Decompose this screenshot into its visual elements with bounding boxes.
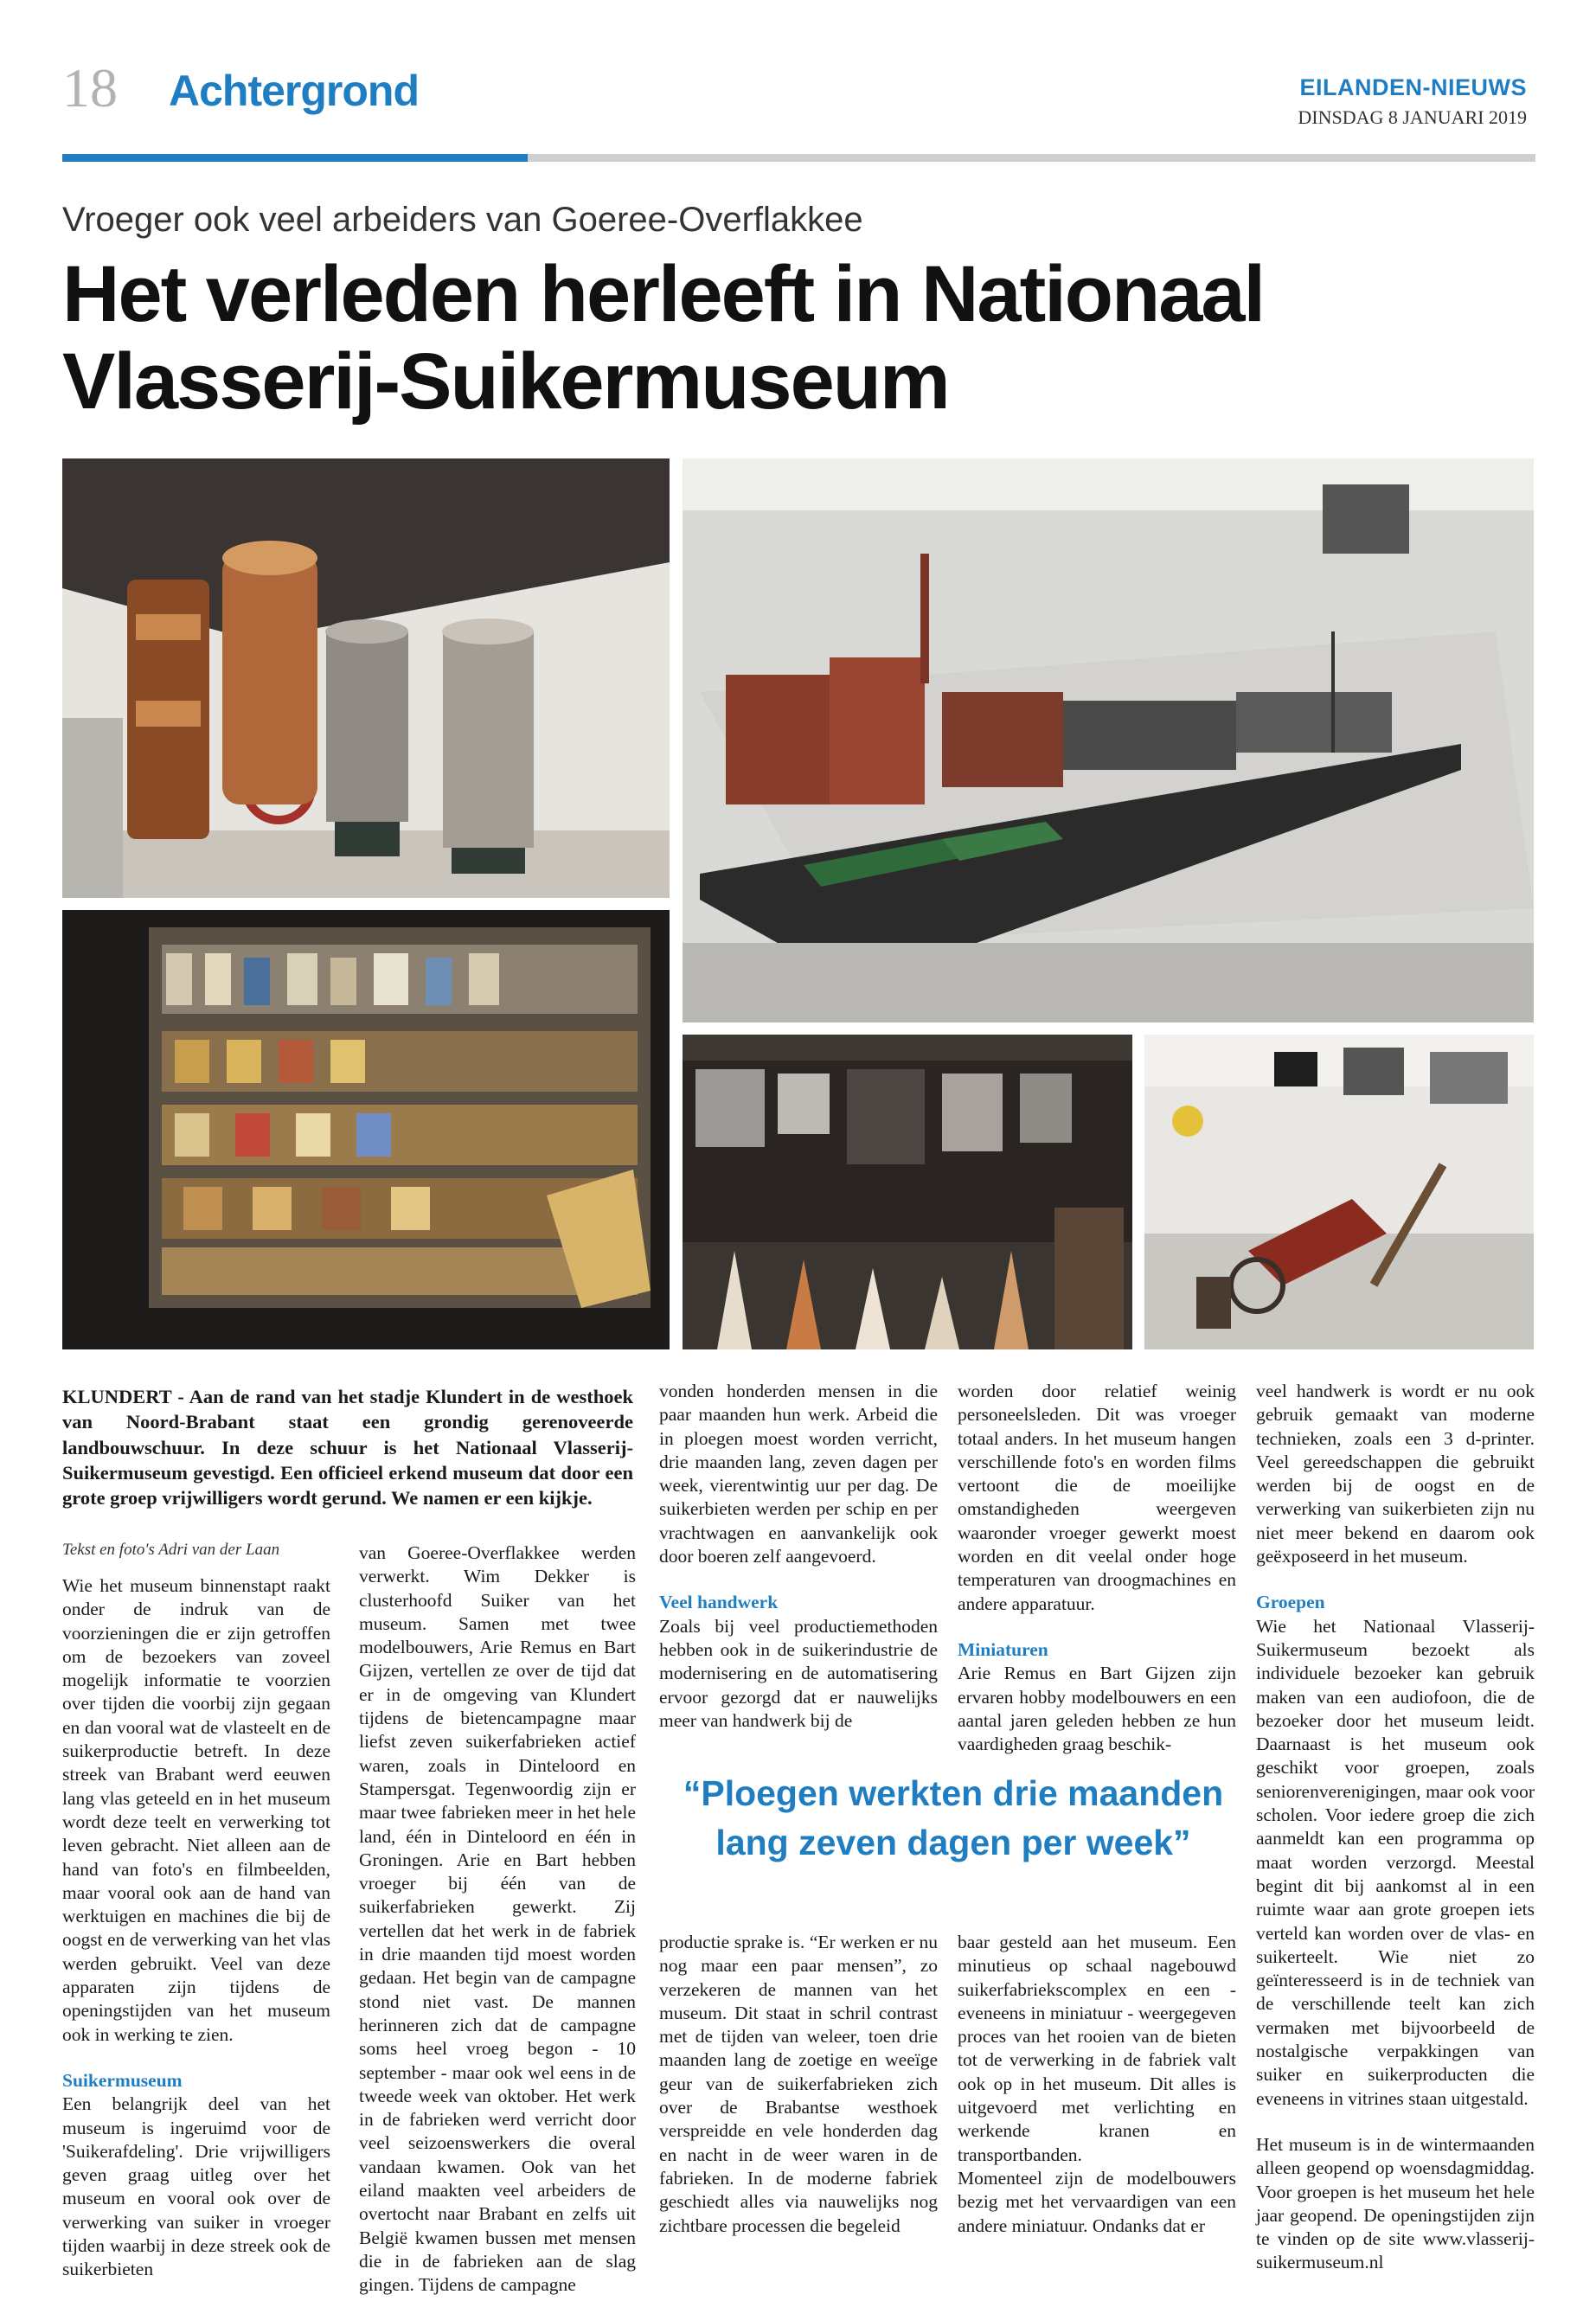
paragraph: Het museum is in de wintermaanden alleen geopend op woensdagmiddag. Voor groepen is het museum het hele jaar geopend. De openingstijden zijn te vinden op de site www.vlasserij-suikermuseum.nl bbox=[1256, 2133, 1535, 2273]
header-rule-accent bbox=[62, 154, 528, 162]
issue-date: DINSDAG 8 JANUARI 2019 bbox=[1298, 106, 1527, 128]
paragraph: productie sprake is. “Er werken er nu nog maar een paar mensen”, zo verzekeren de mannen van het museum. Dit staat in schril contrast met de tijden van weleer, toen drie maanden lang de zoetige en weeïge geur van de suikerfabrieken zich over de Brabantse westhoek verspreidde en vele honderden dag en nacht in de weer waren in de fabrieken. In de moderne fabriek geschiedt alles via nauwelijks nog zichtbare processen die begeleid bbox=[659, 1932, 938, 2236]
article-kicker: Vroeger ook veel arbeiders van Goeree-Overflakkee bbox=[62, 201, 863, 239]
paragraph: Een belangrijk deel van het museum is ingeruimd voor de 'Suikerafdeling'. Drie vrijwilligers geven graag uitleg over het museum en vooral ook over de verwerking van suiker in vroeger tijden waarbij in deze streek ook de suikerbieten bbox=[62, 2093, 330, 2280]
page-number: 18 bbox=[62, 57, 118, 119]
article-headline: Het verleden herleeft in Nationaal Vlasserij-Suikermuseum bbox=[62, 250, 1265, 426]
photo-factory-model bbox=[683, 458, 1534, 1022]
photo-packaging-vitrine bbox=[62, 910, 670, 1349]
paragraph: van Goeree-Overflakkee werden verwerkt. Wim Dekker is clusterhoofd Suiker van het museum. Samen met twee modelbouwers, Arie Remus en Bart Gijzen, vertellen ze over de tijd dat er in de omgeving van Klundert tijdens de bietencampagne maar liefst zeven suikerfabrieken actief waren, zoals in Dinteloord en Stampersgat. Tegenwoordig zijn er maar twee fabrieken meer in het hele land, één in Dinteloord en één in Groningen. Arie en Bart hebben vroeger bij één van de suikerfabrieken gewerkt. Zij vertellen dat het werk in de fabriek in drie maanden tijd moest worden gedaan. Het begin van de campagne stond niet vast. De mannen herinneren zich dat de campagne soms heel vroeg begon - 10 september - maar ook wel eens in de tweede week van oktober. Het werk in de fabrieken werd verricht door veel seizoenswerkers die overal vandaan kwamen. Ook van het eiland maakten veel arbeiders de overtocht naar Brabant en zelfs uit België kwamen bussen met mensen die in de fabrieken aan de slag gingen. Tijdens de campagne bbox=[359, 1542, 636, 2296]
subheading-suikermuseum: Suikermuseum bbox=[62, 2069, 183, 2091]
article-column-5 bbox=[1256, 1380, 1535, 2275]
subheading-groepen: Groepen bbox=[1256, 1592, 1325, 1613]
paragraph: Arie Remus en Bart Gijzen zijn ervaren hobby modelbouwers en een aantal jaren geleden hebben ze hun vaardigheden graag beschik- bbox=[958, 1663, 1236, 1755]
paragraph: Momenteel zijn de modelbouwers bezig met het vervaardigen van een andere miniatuur. Ondanks dat er bbox=[958, 2167, 1236, 2236]
paragraph: worden door relatief weinig personeelsleden. Dit was vroeger totaal anders. In het museum hangen verschillende foto's en worden films vertoont die de moeilijke omstandigheden weergeven waaronder vroeger gewerkt moest worden en dit veelal onder hoge temperaturen van droogmachines en andere apparatuur. bbox=[958, 1381, 1236, 1614]
article-column-4 bbox=[958, 1380, 1236, 1756]
subheading-veel-handwerk: Veel handwerk bbox=[659, 1592, 779, 1613]
article-column-2 bbox=[359, 1541, 636, 2298]
article-column-3-continued bbox=[659, 1931, 938, 2238]
article-column-4-continued bbox=[958, 1931, 1236, 2238]
header-rule bbox=[528, 154, 1535, 162]
paragraph: baar gesteld aan het museum. Een minutieus op schaal nagebouwd suikerfabriekscomplex en een - eveneens in miniatuur - weergegeven proces van het rooien van de bieten tot de verwerking in de fabriek valt ook op in het museum. Dit alles is uitgevoerd met verlichting en werkende kranen en transportbanden. bbox=[958, 1932, 1236, 2165]
newspaper-masthead: EILANDEN-NIEUWS bbox=[1299, 74, 1527, 100]
paragraph: vonden honderden mensen in die paar maanden hun werk. Arbeid die in ploegen moest worden verricht, drie maanden lang, zeven dagen per week, vierentwintig uur per dag. De suikerbieten werden per schip en per vrachtwagen en aanvankelijk ook door boeren zelf aangevoerd. bbox=[659, 1381, 938, 1567]
photo-sugar-loaves bbox=[683, 1035, 1132, 1349]
paragraph: Wie het museum binnenstapt raakt onder de indruk van de voorzieningen die er zijn getroffen om de bezoekers van zoveel mogelijk informatie te voorzien over tijden die voorbij zijn gegaan en dan vooral wat de vlasteelt en de suikerproductie betreft. In deze streek van Brabant werd eeuwen lang vlas geteeld en in het museum wordt deze teelt en verwerking tot leven gebracht. Niet alleen aan de hand van foto's en filmbeelden, maar vooral ook aan de hand van werktuigen en machines die bij de oogst en de verwerking van het vlas werden gebruikt. Veel van deze apparaten zijn tijdens de openingstijden van het museum ook in werking te zien. bbox=[62, 1575, 330, 2045]
subheading-miniaturen: Miniaturen bbox=[958, 1638, 1048, 1660]
article-column-1 bbox=[62, 1574, 330, 2282]
article-lead: KLUNDERT - Aan de rand van het stadje Klundert in de westhoek van Noord-Brabant staat een grondig gerenoveerde landbouwschuur. In deze schuur is het Nationaal Vlasserij-Suikermuseum gevestigd. Een officieel erkend museum dat door een grote groep vrijwilligers wordt gerund. We namen er een kijkje. bbox=[62, 1386, 633, 1509]
article-column-3 bbox=[659, 1380, 938, 1733]
paragraph: veel handwerk is wordt er nu ook gebruik gemaakt van moderne technieken, zoals een 3 d-printer. Veel gereedschappen die gebruikt werden bij de oogst en de verwerking van suikerbieten zijn nu niet meer bekend en daarom ook geëxposeerd in het museum. bbox=[1256, 1381, 1535, 1567]
photo-copper-boilers bbox=[62, 458, 670, 898]
photo-credit: Tekst en foto's Adri van der Laan bbox=[62, 1541, 280, 1559]
pull-quote: “Ploegen werkten drie maanden lang zeven dagen per week” bbox=[683, 1773, 1224, 1862]
paragraph: Wie het Nationaal Vlasserij-Suikermuseum bezoekt als individuele bezoeker kan gebruik maken van een audiofoon, die de bezoeker door het museum leidt. Daarnaast is het museum ook geschikt voor groepen, zoals seniorenverenigingen, maar ook voor scholen. Voor iedere groep die zich aanmeldt kan een programma op maat worden verzorgd. Meestal begint dit bij aankomst al in een ruimte waar aan grote groepen iets verteld kan worden over de vlas- en suikerteelt. Wie niet zo geïnteresseerd is in de techniek van de verschillende teelt kan zich vermaken met bijvoorbeeld de nostalgische verpakkingen van suiker en suikerproducten die eveneens in vitrines staan uitgestald. bbox=[1256, 1615, 1535, 2109]
photo-farm-tools bbox=[1144, 1035, 1534, 1349]
section-title: Achtergrond bbox=[169, 67, 419, 115]
paragraph: Zoals bij veel productiemethoden hebben ook in de suikerindustrie de modernisering en de automatisering ervoor gezorgd dat er nauwelijks meer van handwerk bij de bbox=[659, 1615, 938, 1731]
